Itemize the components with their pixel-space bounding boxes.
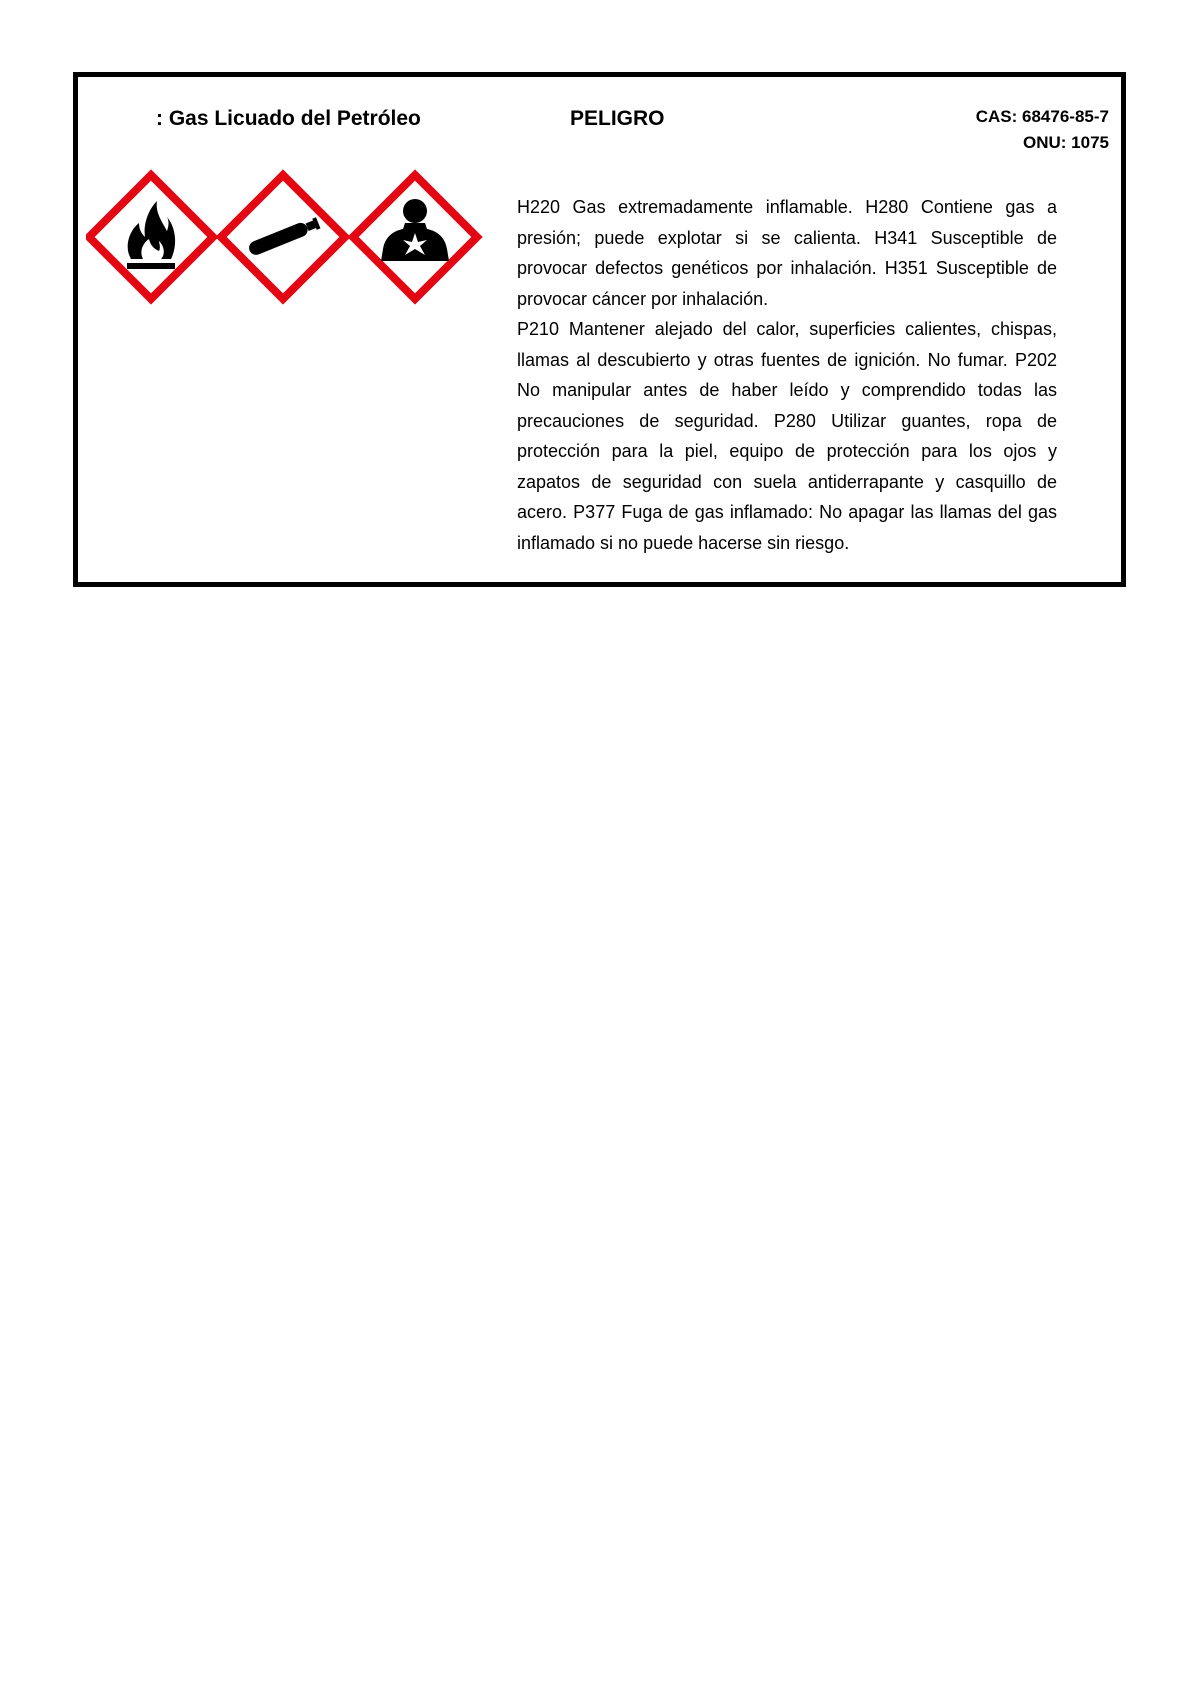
flame-icon: [89, 175, 213, 299]
cas-number: CAS: 68476-85-7: [975, 107, 1109, 126]
hazard-label: [73, 72, 1126, 587]
identifiers: [976, 104, 1109, 156]
product-name: : Gas Licuado del Petróleo: [156, 107, 421, 130]
pictograms: [86, 167, 486, 307]
health-hazard-icon: [353, 175, 477, 299]
hazard-statements: H220 Gas extremadamente inflamable. H280 Contiene gas a presión; puede explotar si se calienta. H341 Susceptible de provocar defectos genéticos por inhalación. H351 Susceptible de provocar cáncer por inhalación.: [517, 197, 1057, 309]
onu-number: ONU: 1075: [1023, 133, 1109, 152]
precautionary-statements: P210 Mantener alejado del calor, superficies calientes, chispas, llamas al descubierto y otras fuentes de ignición. No fumar. P202 No manipular antes de haber leído y comprendido todas las precauciones de seguridad. P280 Utilizar guantes, ropa de protección para la piel, equipo de protección para los ojos y zapatos de seguridad con suela antiderrapante y casquillo de acero. P377 Fuga de gas inflamado: No apagar las llamas del gas inflamado si no puede hacerse sin riesgo.: [517, 319, 1057, 553]
statements: [517, 192, 1057, 558]
signal-word: PELIGRO: [570, 107, 665, 130]
gas-cylinder-icon: [221, 175, 345, 299]
